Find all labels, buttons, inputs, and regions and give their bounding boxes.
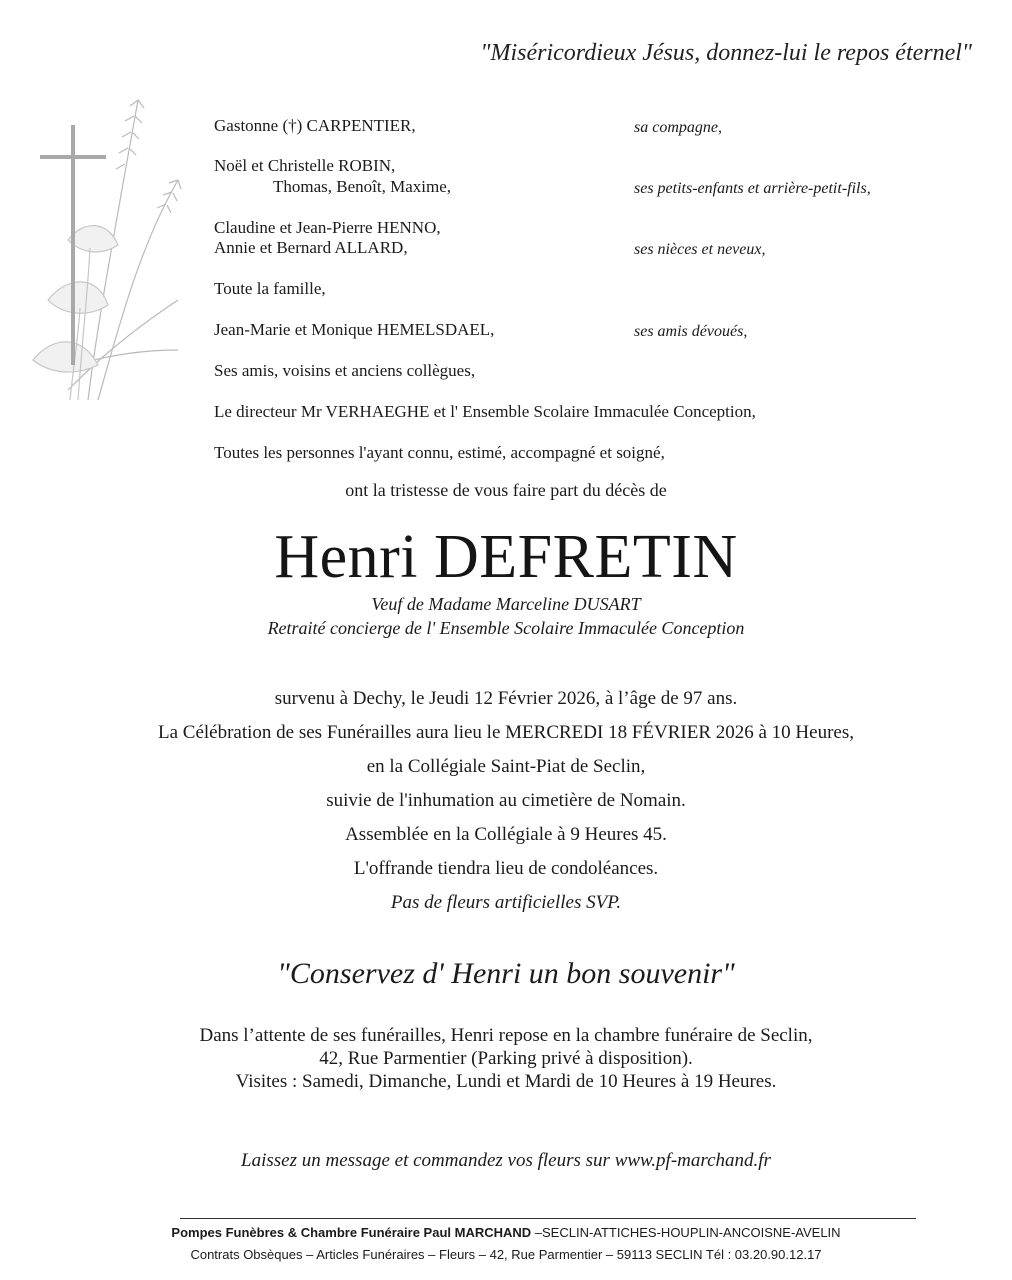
detail-line: survenu à Dechy, le Jeudi 12 Février 2026, à l’âge de 97 ans.: [274, 688, 738, 709]
deceased-name: Henri DEFRETIN: [274, 523, 738, 591]
detail-line: Pas de fleurs artificielles SVP.: [390, 892, 622, 913]
family-line: Le directeur Mr VERHAEGHE et l' Ensemble Scolaire Immaculée Conception,: [214, 402, 756, 421]
footer-company-line: [0, 1225, 1012, 1240]
footer-divider: [180, 1218, 916, 1219]
detail-line: Assemblée en la Collégiale à 9 Heures 45.: [345, 824, 667, 845]
family-line: Thomas, Benoît, Maxime,: [273, 177, 452, 196]
family-relation: ses petits-enfants et arrière-petit-fils,: [634, 180, 871, 197]
widow-subtitle: Veuf de Madame Marceline DUSART: [371, 594, 641, 614]
cross-lily-decoration: [28, 70, 198, 410]
website-message: Laissez un message et commandez vos fleurs sur www.pf-marchand.fr: [241, 1150, 771, 1171]
family-line: Toute la famille,: [214, 279, 326, 298]
footer-contact-line: Contrats Obsèques – Articles Funéraires – Fleurs – 42, Rue Parmentier – 59113 SECLIN Tél : 03.20.90.12.17: [190, 1247, 822, 1262]
family-line: Gastonne (†) CARPENTIER,: [214, 116, 416, 135]
announcement: ont la tristesse de vous faire part du décès de: [345, 480, 667, 500]
detail-line: La Célébration de ses Funérailles aura lieu le MERCREDI 18 FÉVRIER 2026 à 10 Heures,: [158, 722, 854, 743]
detail-line: en la Collégiale Saint-Piat de Seclin,: [366, 756, 646, 777]
occupation-subtitle: Retraité concierge de l' Ensemble Scolaire Immaculée Conception: [267, 618, 745, 638]
opening-prayer-quote: "Miséricordieux Jésus, donnez-lui le repos éternel": [480, 40, 972, 66]
footer-locations: –SECLIN-ATTICHES-HOUPLIN-ANCOISNE-AVELIN: [531, 1225, 841, 1240]
family-relation: sa compagne,: [634, 119, 722, 136]
detail-line: L'offrande tiendra lieu de condoléances.: [353, 858, 659, 879]
visitation-line: 42, Rue Parmentier (Parking privé à disposition).: [319, 1048, 693, 1069]
family-line: Jean-Marie et Monique HEMELSDAEL,: [214, 320, 495, 339]
family-line: Annie et Bernard ALLARD,: [214, 238, 408, 257]
detail-line: suivie de l'inhumation au cimetière de Nomain.: [326, 790, 686, 811]
visitation-line: Dans l’attente de ses funérailles, Henri repose en la chambre funéraire de Seclin,: [199, 1025, 813, 1046]
family-line: Claudine et Jean-Pierre HENNO,: [214, 218, 441, 237]
family-line: Ses amis, voisins et anciens collègues,: [214, 361, 476, 380]
closing-quote: "Conservez d' Henri un bon souvenir": [277, 957, 735, 990]
family-relation: ses amis dévoués,: [634, 323, 748, 340]
family-line: Toutes les personnes l'ayant connu, estimé, accompagné et soigné,: [214, 443, 665, 462]
footer-company-name: Pompes Funèbres & Chambre Funéraire Paul MARCHAND: [171, 1225, 532, 1240]
visitation-line: Visites : Samedi, Dimanche, Lundi et Mardi de 10 Heures à 19 Heures.: [235, 1071, 777, 1092]
family-relation: ses nièces et neveux,: [634, 241, 766, 258]
family-line: Noël et Christelle ROBIN,: [214, 156, 396, 175]
